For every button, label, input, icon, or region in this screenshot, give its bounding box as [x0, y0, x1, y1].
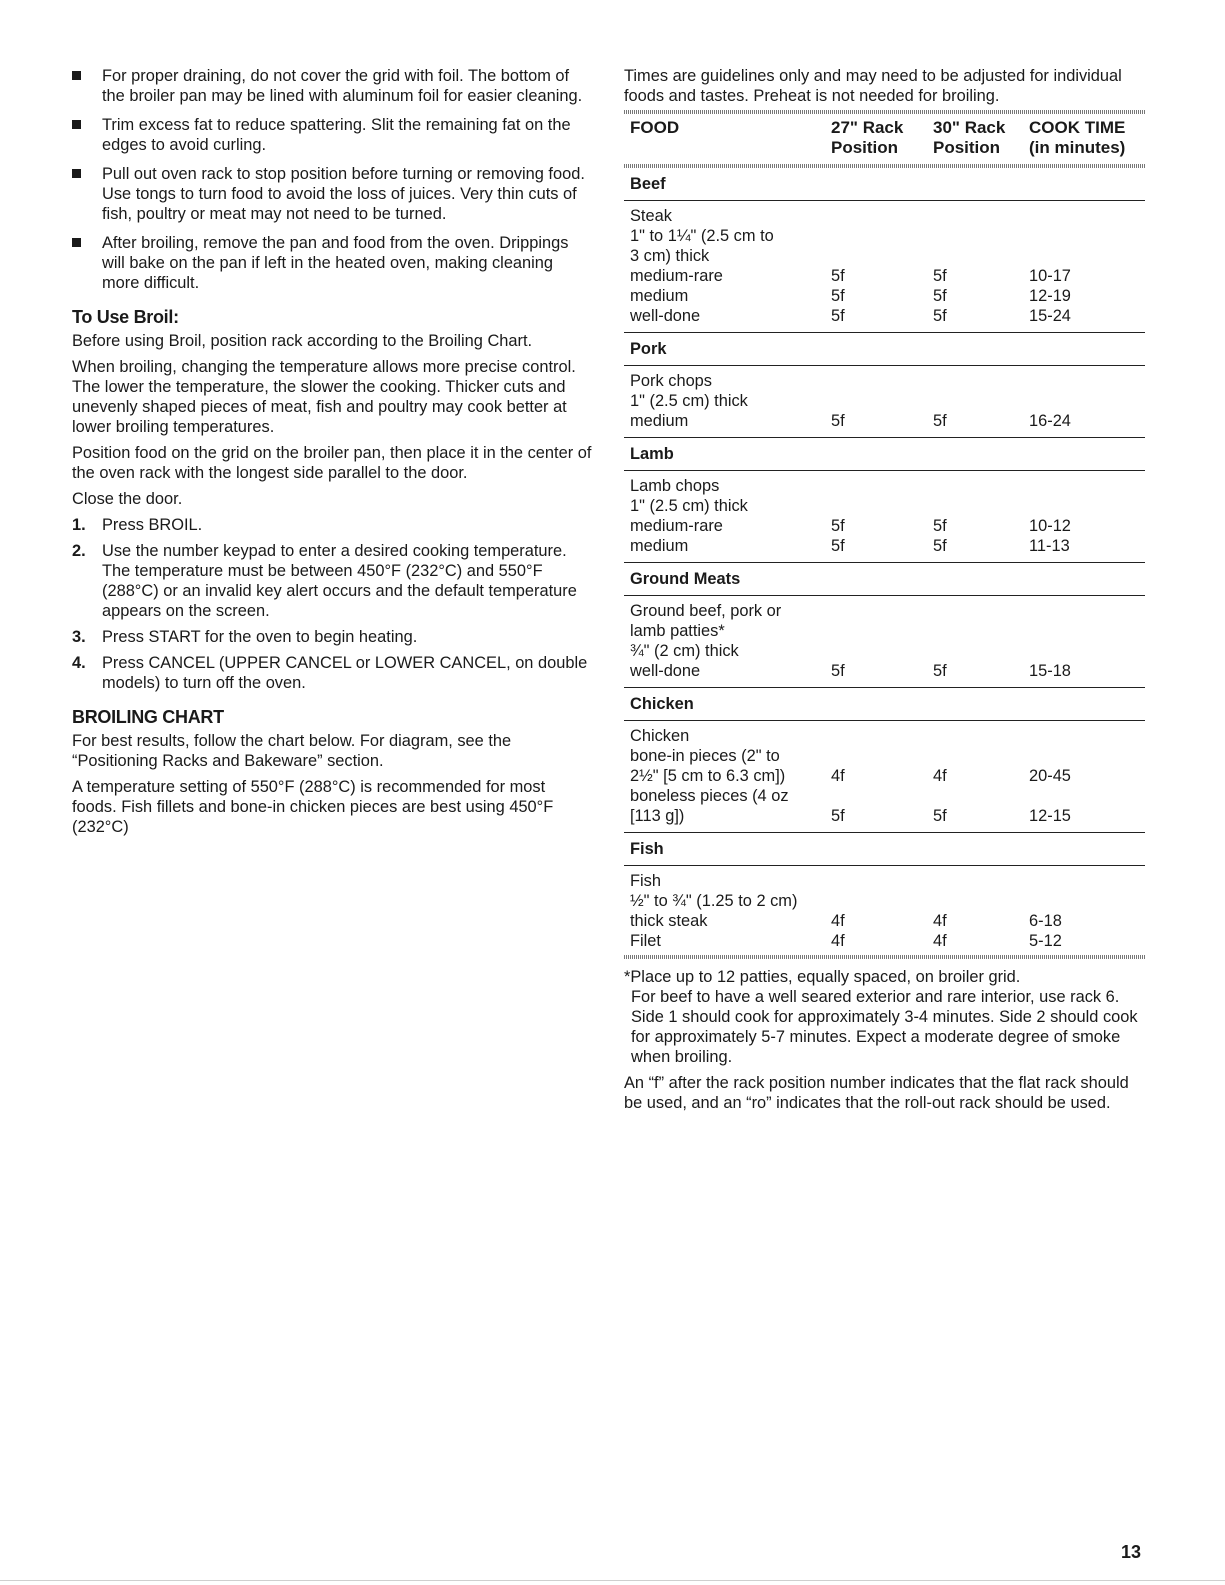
cell-food: boneless pieces (4 oz	[630, 787, 789, 805]
cell-rack-27	[831, 371, 933, 391]
table-section-body	[624, 471, 1145, 563]
table-sections	[624, 168, 1145, 955]
paragraph: A temperature setting of 550°F (288°C) is recommended for most foods. Fish fillets and bone-in chicken pieces are best using 450°F (232°C)	[72, 778, 554, 836]
cell-rack-30	[933, 391, 1029, 411]
cell-rack-30: 4f	[933, 912, 947, 930]
table-row	[624, 726, 1145, 746]
cell-rack-27	[831, 891, 933, 911]
cell-food: 3 cm) thick	[630, 247, 710, 265]
cell-cook-time: 12-19	[1029, 287, 1071, 305]
cell-rack-27	[831, 726, 933, 746]
header-cook-time: COOK TIME (in minutes)	[1029, 118, 1126, 157]
table-section-body	[624, 596, 1145, 688]
table-header-row	[624, 114, 1145, 164]
table-row	[624, 806, 1145, 826]
cell-rack-27	[831, 496, 933, 516]
table-section-heading: Chicken	[624, 688, 1145, 721]
cell-cook-time: 10-12	[1029, 517, 1071, 535]
table-row	[624, 621, 1145, 641]
cell-rack-27	[831, 871, 933, 891]
bullet-square-icon	[72, 169, 81, 178]
step-item: 2. Use the number keypad to enter a desired cooking temperature. The temperature must be between 450°F (232°C) and 550°F (288°C) or an invalid key alert occurs and the default temperature appears on the screen.	[72, 542, 577, 620]
step-item: 1. Press BROIL.	[72, 516, 203, 534]
list-item: Pull out oven rack to stop position before turning or removing food. Use tongs to turn food to avoid the loss of juices. Very thin cuts of fish, poultry or meat may not need to be turned.	[72, 164, 592, 224]
table-section-body	[624, 366, 1145, 438]
cell-cook-time: 15-18	[1029, 662, 1071, 680]
step-item: 3. Press START for the oven to begin heating.	[72, 628, 418, 646]
cell-rack-30: 5f	[933, 307, 947, 325]
cell-food: 1" (2.5 cm) thick	[630, 392, 748, 410]
cell-cook-time	[1029, 206, 1139, 226]
cell-cook-time: 11-13	[1029, 537, 1070, 555]
cell-rack-27	[831, 391, 933, 411]
cell-cook-time	[1029, 246, 1139, 266]
cell-rack-27	[831, 621, 933, 641]
cell-rack-27	[831, 601, 933, 621]
cell-rack-27	[831, 476, 933, 496]
cell-cook-time	[1029, 601, 1139, 621]
cell-rack-30	[933, 476, 1029, 496]
use-broil-heading: To Use Broil:	[72, 307, 179, 327]
table-row	[624, 911, 1145, 931]
cell-food: thick steak	[630, 912, 708, 930]
rack-explanation: An “f” after the rack position number indicates that the flat rack should be used, and an “ro” indicates that the roll-out rack should be used.	[624, 1074, 1129, 1112]
cell-cook-time	[1029, 371, 1139, 391]
right-column	[624, 66, 1145, 1119]
table-row	[624, 766, 1145, 786]
cell-rack-30	[933, 371, 1029, 391]
header-rack-27: 27" Rack Position	[831, 118, 904, 157]
list-item: After broiling, remove the pan and food from the oven. Drippings will bake on the pan if left in the heated oven, making cleaning more difficult.	[72, 233, 592, 293]
cell-rack-27	[831, 746, 933, 766]
table-section-body	[624, 866, 1145, 955]
cell-cook-time: 5-12	[1029, 932, 1062, 950]
cell-food: 1" to 1¼" (2.5 cm to	[630, 227, 774, 245]
cell-cook-time	[1029, 871, 1139, 891]
table-row	[624, 601, 1145, 621]
cell-food: ¾" (2 cm) thick	[630, 642, 739, 660]
paragraph: Close the door.	[72, 490, 183, 508]
cell-rack-30	[933, 226, 1029, 246]
cell-rack-30	[933, 746, 1029, 766]
cell-rack-27	[831, 226, 933, 246]
cell-cook-time: 16-24	[1029, 412, 1071, 430]
footnote: *Place up to 12 patties, equally spaced, on broiler grid.	[624, 968, 1021, 986]
broiling-chart-table	[624, 110, 1145, 959]
cell-rack-27: 5f	[831, 287, 845, 305]
cell-rack-27	[831, 246, 933, 266]
cell-rack-30: 5f	[933, 807, 947, 825]
bullet-square-icon	[72, 71, 81, 80]
cell-rack-27: 4f	[831, 912, 845, 930]
table-section-heading: Lamb	[624, 438, 1145, 471]
cell-cook-time	[1029, 786, 1139, 806]
table-row	[624, 661, 1145, 681]
cell-rack-27: 5f	[831, 412, 845, 430]
cell-food: bone-in pieces (2" to	[630, 747, 780, 765]
page-number: 13	[1120, 1542, 1141, 1562]
cell-rack-30	[933, 601, 1029, 621]
cell-rack-27	[831, 786, 933, 806]
cell-cook-time: 12-15	[1029, 807, 1071, 825]
cell-rack-30: 5f	[933, 662, 947, 680]
cell-food: medium-rare	[630, 517, 723, 535]
table-row	[624, 226, 1145, 246]
cell-cook-time: 10-17	[1029, 267, 1071, 285]
cell-cook-time	[1029, 226, 1139, 246]
paragraph: Before using Broil, position rack according to the Broiling Chart.	[72, 332, 533, 350]
cell-rack-27: 5f	[831, 307, 845, 325]
table-bottom-rule	[624, 955, 1145, 959]
table-row	[624, 891, 1145, 911]
cell-cook-time	[1029, 726, 1139, 746]
table-section-body	[624, 721, 1145, 833]
table-section-heading: Fish	[624, 833, 1145, 866]
cell-food: Chicken	[630, 727, 690, 745]
table-row	[624, 391, 1145, 411]
cell-rack-27	[831, 641, 933, 661]
table-row	[624, 286, 1145, 306]
paragraph: For best results, follow the chart below. For diagram, see the “Positioning Racks and Bakeware” section.	[72, 732, 512, 770]
cell-rack-30	[933, 246, 1029, 266]
cell-cook-time: 20-45	[1029, 767, 1071, 785]
cell-rack-27: 4f	[831, 767, 845, 785]
paragraph: Position food on the grid on the broiler pan, then place it in the center of the oven rack with the longest side parallel to the door.	[72, 444, 592, 482]
cell-rack-30: 5f	[933, 287, 947, 305]
table-row	[624, 266, 1145, 286]
broil-steps-list	[72, 515, 592, 693]
table-row	[624, 536, 1145, 556]
cell-rack-30	[933, 621, 1029, 641]
table-row	[624, 476, 1145, 496]
table-row	[624, 871, 1145, 891]
chart-intro: Times are guidelines only and may need to be adjusted for individual foods and tastes. Preheat is not needed for broiling.	[624, 67, 1122, 105]
cell-food: Steak	[630, 207, 672, 225]
cell-rack-27: 5f	[831, 807, 845, 825]
cell-rack-27: 5f	[831, 537, 845, 555]
step-item: 4. Press CANCEL (UPPER CANCEL or LOWER CANCEL, on double models) to turn off the oven.	[72, 654, 588, 692]
table-row	[624, 496, 1145, 516]
cell-rack-30	[933, 891, 1029, 911]
cell-rack-27: 5f	[831, 517, 845, 535]
table-row	[624, 306, 1145, 326]
cell-rack-30	[933, 641, 1029, 661]
cell-cook-time	[1029, 621, 1139, 641]
cell-food: [113 g])	[630, 807, 685, 825]
cell-rack-30	[933, 871, 1029, 891]
cell-food: well-done	[630, 662, 701, 680]
cell-food: medium-rare	[630, 267, 723, 285]
cell-food: Lamb chops	[630, 477, 720, 495]
cell-food: medium	[630, 412, 689, 430]
cell-rack-27: 5f	[831, 662, 845, 680]
bullet-square-icon	[72, 120, 81, 129]
cell-cook-time	[1029, 746, 1139, 766]
cell-food: medium	[630, 537, 689, 555]
cell-rack-30: 5f	[933, 537, 947, 555]
cell-cook-time	[1029, 391, 1139, 411]
table-row	[624, 786, 1145, 806]
table-row	[624, 931, 1145, 951]
cell-food: Filet	[630, 932, 661, 950]
cell-cook-time: 15-24	[1029, 307, 1071, 325]
left-column	[72, 66, 592, 843]
cell-food: well-done	[630, 307, 701, 325]
table-section-heading: Ground Meats	[624, 563, 1145, 596]
cell-rack-30: 5f	[933, 267, 947, 285]
table-row	[624, 411, 1145, 431]
header-rack-30: 30" Rack Position	[933, 118, 1006, 157]
cell-food: 2½" [5 cm to 6.3 cm])	[630, 767, 786, 785]
cell-rack-30: 4f	[933, 767, 947, 785]
cell-food: Fish	[630, 872, 661, 890]
cell-cook-time	[1029, 891, 1139, 911]
page-bottom-rule	[0, 1580, 1225, 1581]
cell-rack-30	[933, 726, 1029, 746]
cell-cook-time	[1029, 476, 1139, 496]
table-row	[624, 246, 1145, 266]
note: Side 1 should cook for approximately 3-4 minutes. Side 2 should cook for approximately 5-7 minutes. Expect a moderate degree of smoke when broiling.	[631, 1008, 1138, 1066]
table-section-heading: Beef	[624, 168, 1145, 201]
broiling-chart-heading: BROILING CHART	[72, 707, 224, 727]
table-section-heading: Pork	[624, 333, 1145, 366]
paragraph: When broiling, changing the temperature allows more precise control. The lower the temperature, the slower the cooking. Thicker cuts and unevenly shaped pieces of meat, fish and poultry may cook better at lower broiling temperatures.	[72, 358, 576, 436]
cell-rack-27	[831, 206, 933, 226]
cell-rack-30	[933, 786, 1029, 806]
table-row	[624, 371, 1145, 391]
list-item: Trim excess fat to reduce spattering. Slit the remaining fat on the edges to avoid curling.	[72, 115, 592, 155]
cell-rack-30	[933, 496, 1029, 516]
note: For beef to have a well seared exterior and rare interior, use rack 6.	[631, 988, 1120, 1006]
broiling-tips-list	[72, 66, 592, 293]
table-section-body	[624, 201, 1145, 333]
cell-food: medium	[630, 287, 689, 305]
cell-rack-30	[933, 206, 1029, 226]
cell-food: 1" (2.5 cm) thick	[630, 497, 748, 515]
cell-cook-time: 6-18	[1029, 912, 1062, 930]
table-notes	[624, 967, 1145, 1113]
table-row	[624, 641, 1145, 661]
cell-rack-30: 4f	[933, 932, 947, 950]
cell-rack-30: 5f	[933, 517, 947, 535]
cell-rack-30: 5f	[933, 412, 947, 430]
cell-food: ½" to ¾" (1.25 to 2 cm)	[630, 892, 798, 910]
cell-cook-time	[1029, 641, 1139, 661]
table-row	[624, 206, 1145, 226]
header-food: FOOD	[630, 118, 680, 137]
list-item: For proper draining, do not cover the grid with foil. The bottom of the broiler pan may be lined with aluminum foil for easier cleaning.	[72, 66, 592, 106]
table-row	[624, 516, 1145, 536]
cell-food: Ground beef, pork or	[630, 602, 782, 620]
table-row	[624, 746, 1145, 766]
cell-food: lamb patties*	[630, 622, 725, 640]
cell-rack-27: 5f	[831, 267, 845, 285]
cell-rack-27: 4f	[831, 932, 845, 950]
cell-food: Pork chops	[630, 372, 712, 390]
cell-cook-time	[1029, 496, 1139, 516]
bullet-square-icon	[72, 238, 81, 247]
